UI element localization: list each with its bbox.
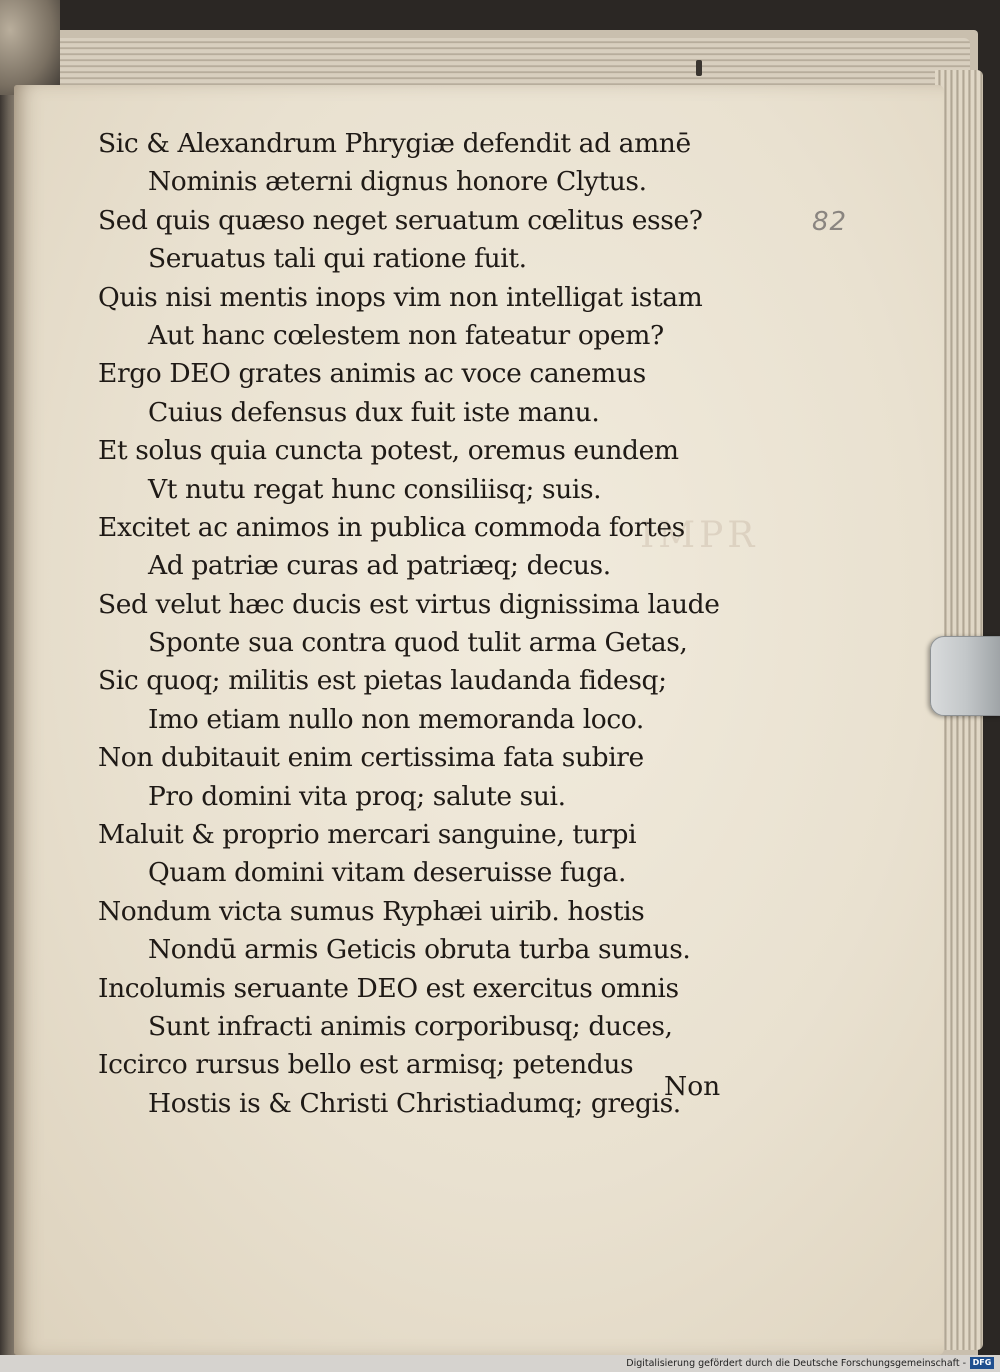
verse-line: Excitet ac animos in publica commoda fortes — [98, 511, 685, 543]
verse-line: Nominis æterni dignus honore Clytus. — [148, 166, 647, 198]
verse-line: Quis nisi mentis inops vim non intelligat istam — [98, 281, 703, 313]
book-spine-corner — [0, 0, 60, 95]
verse-line: Non dubitauit enim certissima fata subire — [98, 742, 644, 774]
verse-line: Maluit & proprio mercari sanguine, turpi — [98, 819, 637, 851]
page-mark — [696, 60, 702, 76]
verse-line: Sunt infracti animis corporibusq; duces, — [148, 1010, 673, 1042]
verse-line: Nondum victa sumus Ryphæi uirib. hostis — [98, 895, 645, 927]
verse-line: Ad patriæ curas ad patriæq; decus. — [148, 550, 611, 582]
page-clip — [930, 636, 1000, 716]
verse-text — [98, 125, 748, 1123]
verse-line: Sed quis quæso neget seruatum cœlitus esse? — [98, 204, 703, 236]
verse-line: Sic & Alexandrum Phrygiæ defendit ad amnē — [98, 128, 691, 159]
verse-line: Sic quoq; militis est pietas laudanda fidesq; — [98, 665, 667, 697]
verse-line: Vt nutu regat hunc consiliisq; suis. — [148, 473, 602, 505]
verse-line: Quam domini vitam deseruisse fuga. — [148, 857, 626, 889]
show-through-text: IMPR — [640, 515, 759, 556]
verse-line: Ergo DEO grates animis ac voce canemus — [98, 358, 646, 390]
verse-line: Sed velut hæc ducis est virtus dignissima laude — [98, 588, 720, 620]
footer-credit: Digitalisierung gefördert durch die Deutsche Forschungsgemeinschaft - — [626, 1358, 966, 1369]
verse-line: Imo etiam nullo non memoranda loco. — [148, 703, 644, 735]
verse-line: Incolumis seruante DEO est exercitus omnis — [98, 972, 679, 1004]
verse-line: Pro domini vita proq; salute sui. — [148, 780, 566, 812]
verse-line: Iccirco rursus bello est armisq; petendus — [98, 1049, 634, 1081]
folio-note: 82 — [812, 207, 848, 237]
verse-line: Hostis is & Christi Christiadumq; gregis. — [148, 1087, 681, 1119]
verse-line: Et solus quia cuncta potest, oremus eundem — [98, 435, 679, 467]
catchword: Non — [664, 1071, 721, 1102]
verse-line: Aut hanc cœlestem non fateatur opem? — [148, 319, 664, 351]
verse-line: Seruatus tali qui ratione fuit. — [148, 243, 527, 275]
verse-line: Nondū armis Geticis obruta turba sumus. — [148, 934, 691, 966]
verse-line: Sponte sua contra quod tulit arma Getas, — [148, 627, 688, 659]
dfg-logo: DFG — [970, 1357, 994, 1369]
verse-line: Cuius defensus dux fuit iste manu. — [148, 396, 600, 428]
